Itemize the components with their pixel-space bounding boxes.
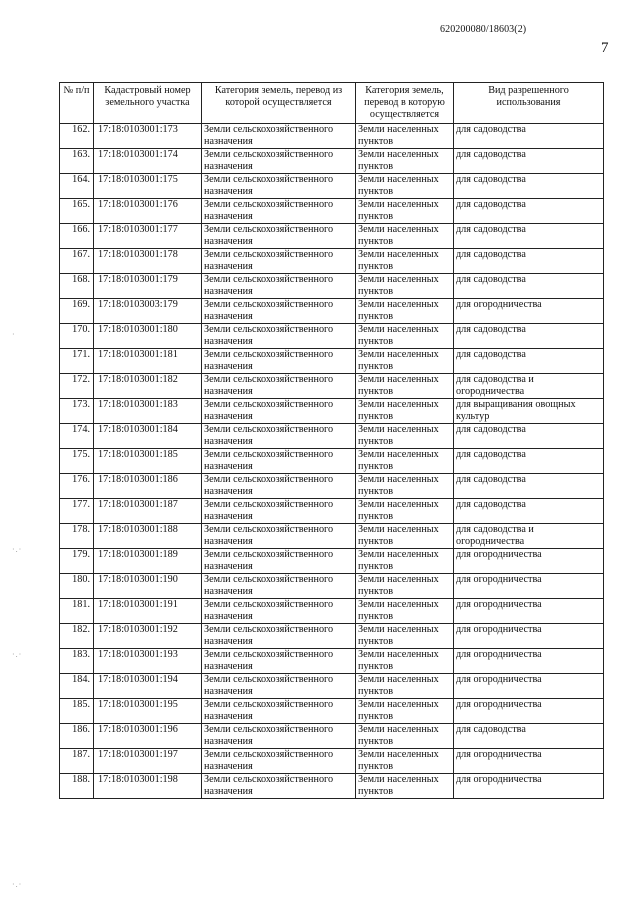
table-row bbox=[60, 574, 604, 599]
cadastral-number: 17:18:0103001:194 bbox=[94, 674, 202, 699]
category-from: Земли сельскохозяйственного назначения bbox=[202, 624, 356, 649]
row-number: 164. bbox=[60, 174, 94, 199]
permitted-use: для садоводства bbox=[454, 424, 604, 449]
margin-mark: · bbox=[12, 330, 16, 339]
margin-mark: ·.· bbox=[12, 880, 23, 889]
table-body bbox=[60, 124, 604, 799]
category-to: Земли населенных пунктов bbox=[356, 174, 454, 199]
row-number: 174. bbox=[60, 424, 94, 449]
table-row bbox=[60, 324, 604, 349]
category-from: Земли сельскохозяйственного назначения bbox=[202, 199, 356, 224]
row-number: 167. bbox=[60, 249, 94, 274]
cadastral-number: 17:18:0103001:197 bbox=[94, 749, 202, 774]
row-number: 186. bbox=[60, 724, 94, 749]
category-to: Земли населенных пунктов bbox=[356, 274, 454, 299]
category-from: Земли сельскохозяйственного назначения bbox=[202, 549, 356, 574]
table-row bbox=[60, 599, 604, 624]
category-to: Земли населенных пунктов bbox=[356, 474, 454, 499]
category-from: Земли сельскохозяйственного назначения bbox=[202, 474, 356, 499]
cadastral-number: 17:18:0103001:173 bbox=[94, 124, 202, 149]
table-row bbox=[60, 499, 604, 524]
header-cadastral: Кадастровый номер земельного участка bbox=[94, 83, 202, 124]
permitted-use: для огородничества bbox=[454, 549, 604, 574]
category-to: Земли населенных пунктов bbox=[356, 424, 454, 449]
permitted-use: для огородничества bbox=[454, 699, 604, 724]
category-to: Земли населенных пунктов bbox=[356, 774, 454, 799]
cadastral-number: 17:18:0103001:189 bbox=[94, 549, 202, 574]
row-number: 173. bbox=[60, 399, 94, 424]
category-from: Земли сельскохозяйственного назначения bbox=[202, 124, 356, 149]
category-to: Земли населенных пунктов bbox=[356, 224, 454, 249]
category-to: Земли населенных пунктов bbox=[356, 524, 454, 549]
category-to: Земли населенных пунктов bbox=[356, 449, 454, 474]
category-from: Земли сельскохозяйственного назначения bbox=[202, 249, 356, 274]
header-permitted-use: Вид разрешенного использования bbox=[454, 83, 604, 124]
header-number: № п/п bbox=[60, 83, 94, 124]
table-row bbox=[60, 549, 604, 574]
table-row bbox=[60, 124, 604, 149]
document-number: 620200080/18603(2) bbox=[440, 24, 527, 35]
permitted-use: для огородничества bbox=[454, 674, 604, 699]
category-to: Земли населенных пунктов bbox=[356, 374, 454, 399]
table-row bbox=[60, 149, 604, 174]
category-to: Земли населенных пунктов bbox=[356, 649, 454, 674]
category-to: Земли населенных пунктов bbox=[356, 149, 454, 174]
table-row bbox=[60, 674, 604, 699]
category-to: Земли населенных пунктов bbox=[356, 199, 454, 224]
cadastral-number: 17:18:0103001:195 bbox=[94, 699, 202, 724]
category-to: Земли населенных пунктов bbox=[356, 399, 454, 424]
permitted-use: для садоводства bbox=[454, 324, 604, 349]
row-number: 180. bbox=[60, 574, 94, 599]
header-category-to: Категория земель, перевод в которую осуществляется bbox=[356, 83, 454, 124]
permitted-use: для огородничества bbox=[454, 649, 604, 674]
row-number: 183. bbox=[60, 649, 94, 674]
category-from: Земли сельскохозяйственного назначения bbox=[202, 274, 356, 299]
cadastral-number: 17:18:0103001:186 bbox=[94, 474, 202, 499]
cadastral-number: 17:18:0103001:190 bbox=[94, 574, 202, 599]
row-number: 168. bbox=[60, 274, 94, 299]
permitted-use: для огородничества bbox=[454, 624, 604, 649]
margin-mark: ·.· bbox=[12, 545, 23, 554]
cadastral-number: 17:18:0103001:175 bbox=[94, 174, 202, 199]
category-from: Земли сельскохозяйственного назначения bbox=[202, 699, 356, 724]
table-row bbox=[60, 349, 604, 374]
table-row bbox=[60, 524, 604, 549]
table-row bbox=[60, 449, 604, 474]
cadastral-number: 17:18:0103001:184 bbox=[94, 424, 202, 449]
row-number: 165. bbox=[60, 199, 94, 224]
category-from: Земли сельскохозяйственного назначения bbox=[202, 149, 356, 174]
category-to: Земли населенных пунктов bbox=[356, 349, 454, 374]
row-number: 188. bbox=[60, 774, 94, 799]
category-to: Земли населенных пунктов bbox=[356, 574, 454, 599]
row-number: 182. bbox=[60, 624, 94, 649]
permitted-use: для садоводства и огородничества bbox=[454, 524, 604, 549]
category-from: Земли сельскохозяйственного назначения bbox=[202, 299, 356, 324]
permitted-use: для садоводства bbox=[454, 174, 604, 199]
category-to: Земли населенных пунктов bbox=[356, 724, 454, 749]
table-row bbox=[60, 474, 604, 499]
cadastral-number: 17:18:0103001:188 bbox=[94, 524, 202, 549]
row-number: 185. bbox=[60, 699, 94, 724]
permitted-use: для садоводства bbox=[454, 274, 604, 299]
cadastral-number: 17:18:0103001:174 bbox=[94, 149, 202, 174]
table-header bbox=[60, 83, 604, 124]
cadastral-number: 17:18:0103001:193 bbox=[94, 649, 202, 674]
row-number: 162. bbox=[60, 124, 94, 149]
table-row bbox=[60, 374, 604, 399]
table-row bbox=[60, 774, 604, 799]
row-number: 177. bbox=[60, 499, 94, 524]
cadastral-number: 17:18:0103001:198 bbox=[94, 774, 202, 799]
row-number: 179. bbox=[60, 549, 94, 574]
cadastral-number: 17:18:0103001:182 bbox=[94, 374, 202, 399]
category-from: Земли сельскохозяйственного назначения bbox=[202, 649, 356, 674]
table-row bbox=[60, 199, 604, 224]
table-row bbox=[60, 724, 604, 749]
table-row bbox=[60, 649, 604, 674]
header-category-from: Категория земель, перевод из которой осуществляется bbox=[202, 83, 356, 124]
category-from: Земли сельскохозяйственного назначения bbox=[202, 424, 356, 449]
row-number: 170. bbox=[60, 324, 94, 349]
cadastral-number: 17:18:0103001:187 bbox=[94, 499, 202, 524]
category-to: Земли населенных пунктов bbox=[356, 674, 454, 699]
row-number: 187. bbox=[60, 749, 94, 774]
margin-mark: ·.· bbox=[12, 650, 23, 659]
row-number: 181. bbox=[60, 599, 94, 624]
table-row bbox=[60, 299, 604, 324]
header-row bbox=[60, 83, 604, 124]
cadastral-number: 17:18:0103003:179 bbox=[94, 299, 202, 324]
category-to: Земли населенных пунктов bbox=[356, 749, 454, 774]
cadastral-number: 17:18:0103001:196 bbox=[94, 724, 202, 749]
category-to: Земли населенных пунктов bbox=[356, 599, 454, 624]
cadastral-number: 17:18:0103001:183 bbox=[94, 399, 202, 424]
cadastral-number: 17:18:0103001:179 bbox=[94, 274, 202, 299]
category-from: Земли сельскохозяйственного назначения bbox=[202, 399, 356, 424]
category-to: Земли населенных пунктов bbox=[356, 299, 454, 324]
cadastral-number: 17:18:0103001:178 bbox=[94, 249, 202, 274]
category-from: Земли сельскохозяйственного назначения bbox=[202, 599, 356, 624]
permitted-use: для огородничества bbox=[454, 299, 604, 324]
permitted-use: для огородничества bbox=[454, 599, 604, 624]
permitted-use: для садоводства bbox=[454, 724, 604, 749]
row-number: 166. bbox=[60, 224, 94, 249]
row-number: 163. bbox=[60, 149, 94, 174]
permitted-use: для огородничества bbox=[454, 749, 604, 774]
permitted-use: для садоводства bbox=[454, 199, 604, 224]
cadastral-number: 17:18:0103001:181 bbox=[94, 349, 202, 374]
permitted-use: для садоводства bbox=[454, 349, 604, 374]
category-from: Земли сельскохозяйственного назначения bbox=[202, 324, 356, 349]
permitted-use: для огородничества bbox=[454, 574, 604, 599]
category-from: Земли сельскохозяйственного назначения bbox=[202, 524, 356, 549]
table-row bbox=[60, 274, 604, 299]
permitted-use: для выращивания овощных культур bbox=[454, 399, 604, 424]
table-row bbox=[60, 699, 604, 724]
category-from: Земли сельскохозяйственного назначения bbox=[202, 774, 356, 799]
category-to: Земли населенных пунктов bbox=[356, 499, 454, 524]
cadastral-number: 17:18:0103001:192 bbox=[94, 624, 202, 649]
table-row bbox=[60, 224, 604, 249]
cadastral-number: 17:18:0103001:176 bbox=[94, 199, 202, 224]
permitted-use: для садоводства bbox=[454, 149, 604, 174]
table-row bbox=[60, 174, 604, 199]
cadastral-number: 17:18:0103001:191 bbox=[94, 599, 202, 624]
category-to: Земли населенных пунктов bbox=[356, 549, 454, 574]
page-number: 7 bbox=[601, 40, 609, 56]
category-from: Земли сельскохозяйственного назначения bbox=[202, 674, 356, 699]
row-number: 171. bbox=[60, 349, 94, 374]
table-row bbox=[60, 249, 604, 274]
category-to: Земли населенных пунктов bbox=[356, 249, 454, 274]
category-to: Земли населенных пунктов bbox=[356, 124, 454, 149]
category-to: Земли населенных пунктов bbox=[356, 699, 454, 724]
permitted-use: для садоводства bbox=[454, 224, 604, 249]
permitted-use: для огородничества bbox=[454, 774, 604, 799]
category-from: Земли сельскохозяйственного назначения bbox=[202, 749, 356, 774]
row-number: 176. bbox=[60, 474, 94, 499]
permitted-use: для садоводства bbox=[454, 124, 604, 149]
permitted-use: для садоводства bbox=[454, 449, 604, 474]
table-row bbox=[60, 624, 604, 649]
category-from: Земли сельскохозяйственного назначения bbox=[202, 374, 356, 399]
row-number: 172. bbox=[60, 374, 94, 399]
category-from: Земли сельскохозяйственного назначения bbox=[202, 499, 356, 524]
category-from: Земли сельскохозяйственного назначения bbox=[202, 349, 356, 374]
row-number: 169. bbox=[60, 299, 94, 324]
row-number: 175. bbox=[60, 449, 94, 474]
category-from: Земли сельскохозяйственного назначения bbox=[202, 574, 356, 599]
category-from: Земли сельскохозяйственного назначения bbox=[202, 174, 356, 199]
cadastral-number: 17:18:0103001:185 bbox=[94, 449, 202, 474]
row-number: 178. bbox=[60, 524, 94, 549]
permitted-use: для садоводства bbox=[454, 249, 604, 274]
table-row bbox=[60, 749, 604, 774]
table-row bbox=[60, 399, 604, 424]
land-plots-table bbox=[59, 82, 604, 799]
row-number: 184. bbox=[60, 674, 94, 699]
cadastral-number: 17:18:0103001:180 bbox=[94, 324, 202, 349]
category-from: Земли сельскохозяйственного назначения bbox=[202, 224, 356, 249]
table-row bbox=[60, 424, 604, 449]
category-to: Земли населенных пунктов bbox=[356, 624, 454, 649]
permitted-use: для садоводства bbox=[454, 499, 604, 524]
category-from: Земли сельскохозяйственного назначения bbox=[202, 724, 356, 749]
category-to: Земли населенных пунктов bbox=[356, 324, 454, 349]
cadastral-number: 17:18:0103001:177 bbox=[94, 224, 202, 249]
permitted-use: для садоводства и огородничества bbox=[454, 374, 604, 399]
permitted-use: для садоводства bbox=[454, 474, 604, 499]
category-from: Земли сельскохозяйственного назначения bbox=[202, 449, 356, 474]
